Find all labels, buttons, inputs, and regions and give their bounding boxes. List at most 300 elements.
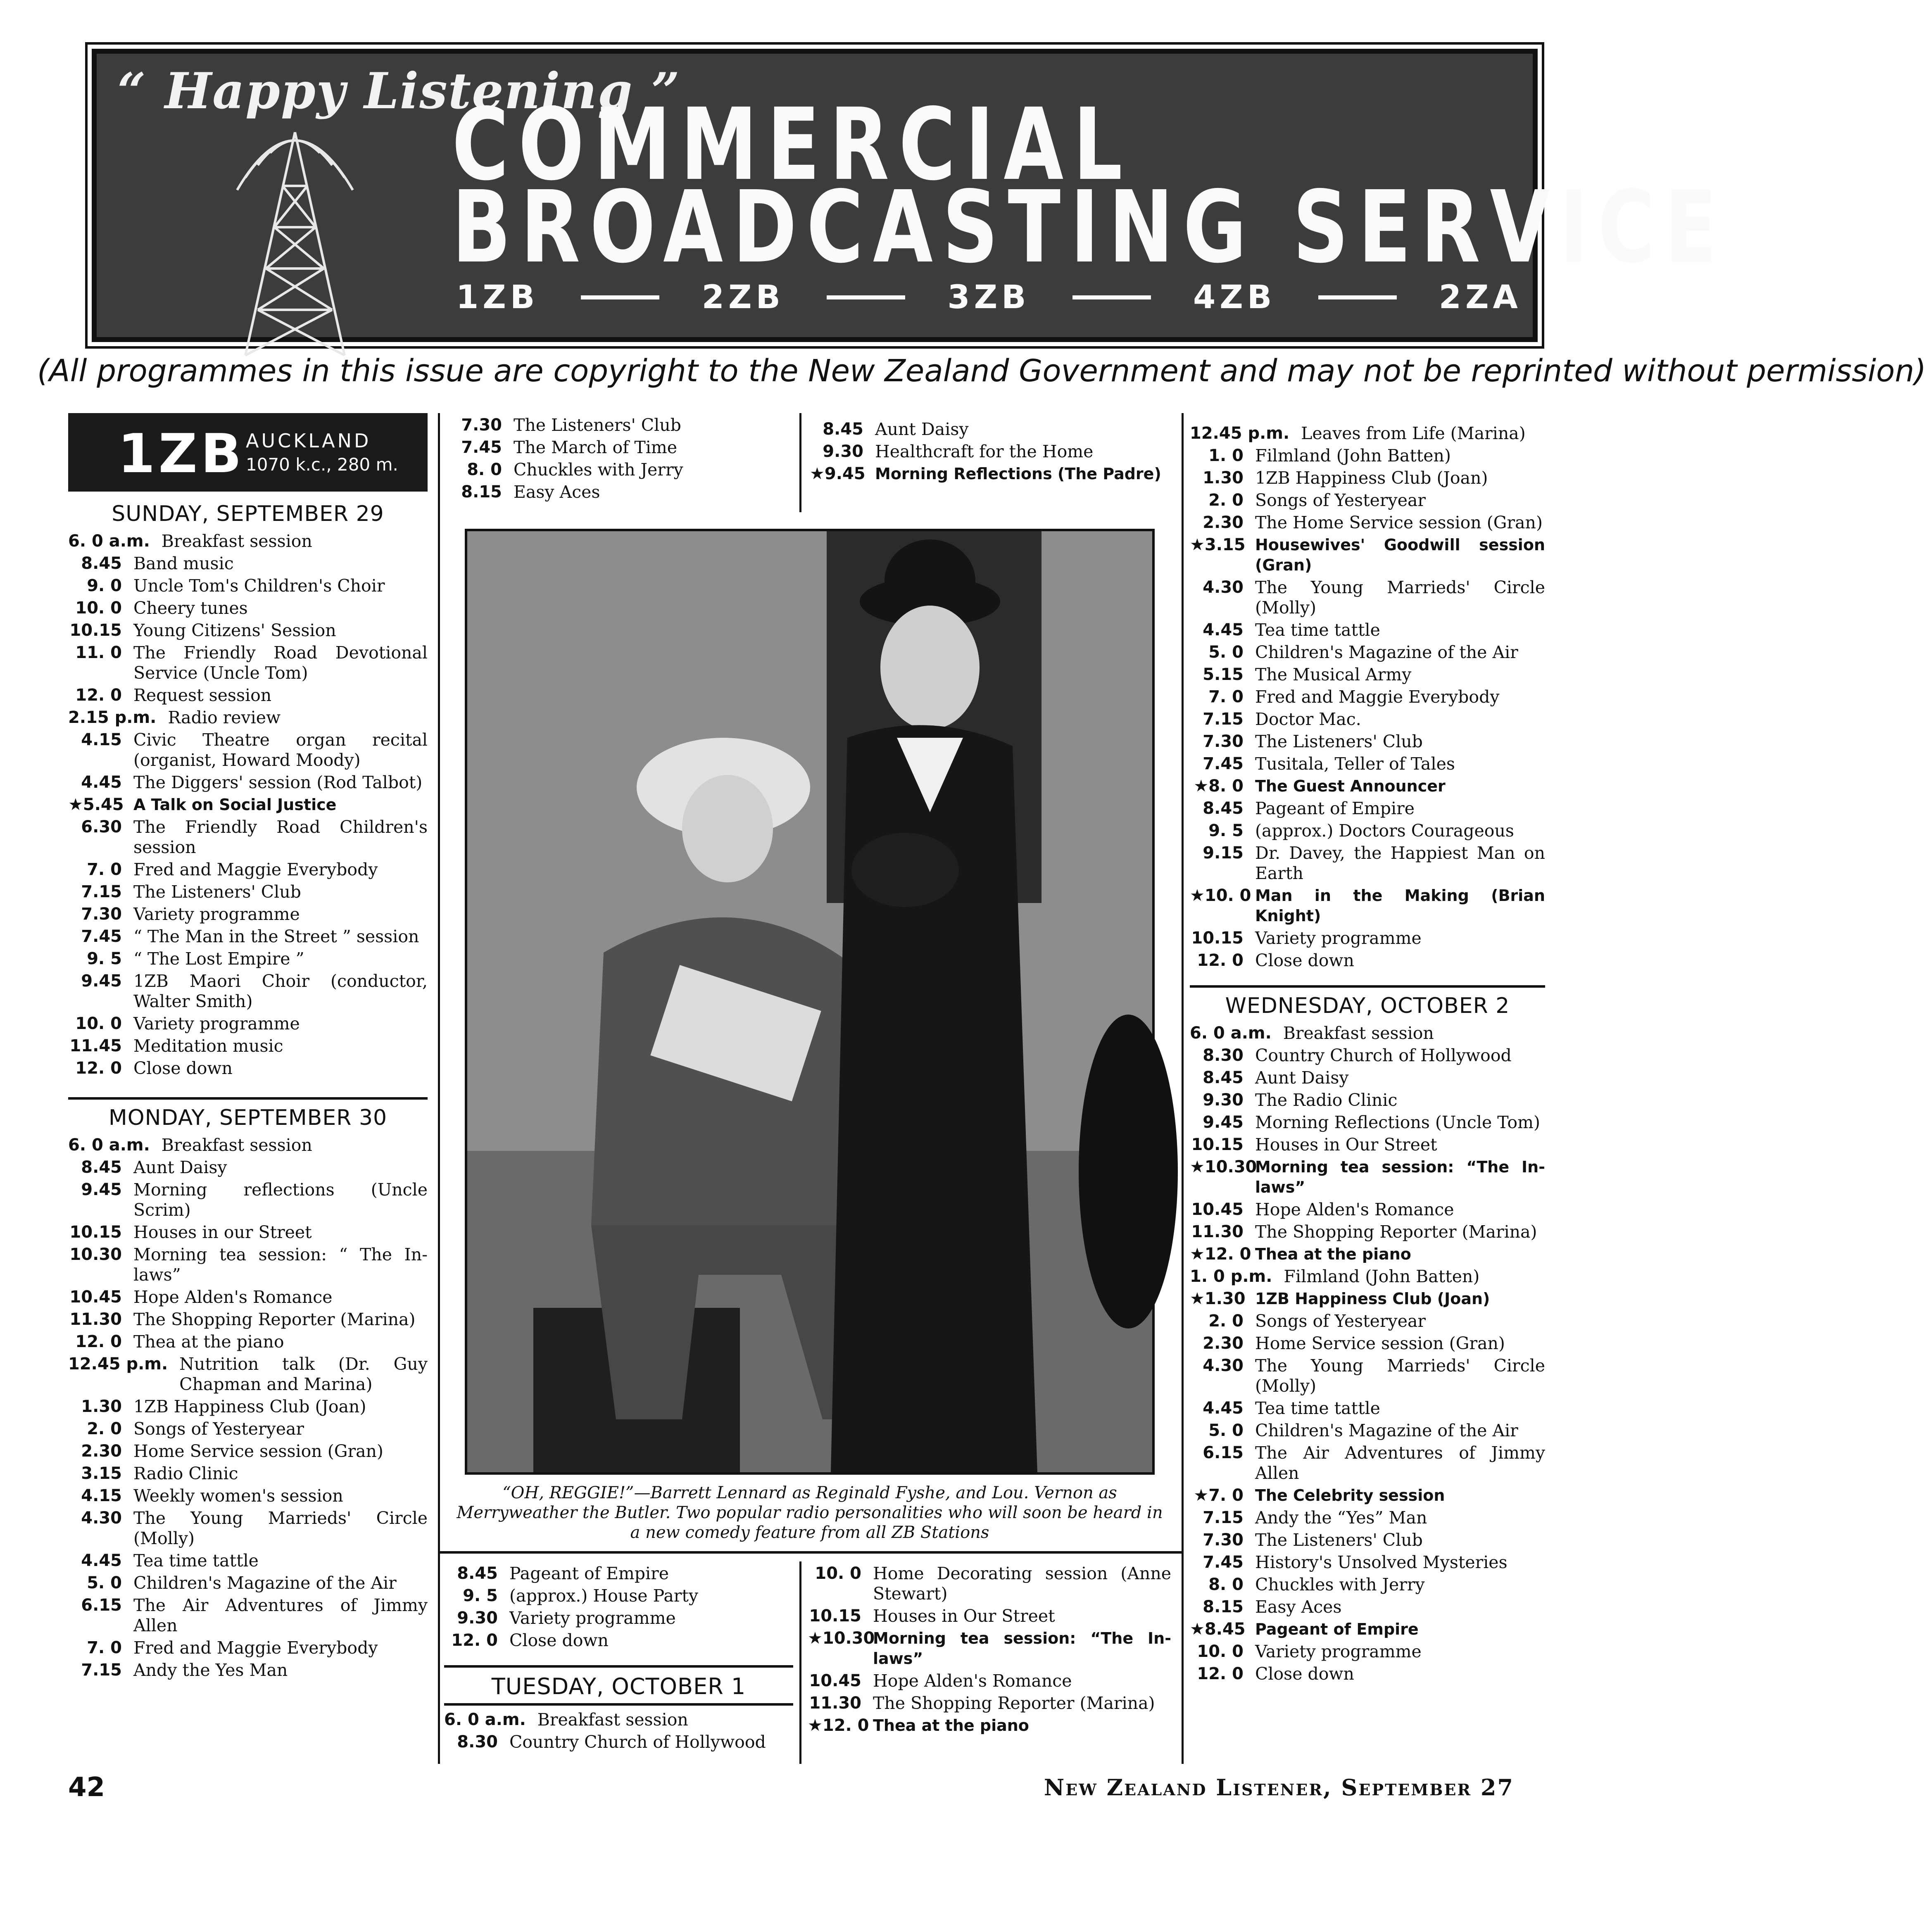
schedule-programme: Hope Alden's Romance <box>1255 1200 1454 1219</box>
schedule-time: 3.15 <box>81 1464 122 1483</box>
schedule-time: 7.15 <box>81 882 122 901</box>
schedule-time: 10.45 <box>1191 1200 1244 1219</box>
schedule-row <box>68 882 428 902</box>
schedule-time: 10. 0 <box>815 1564 861 1583</box>
schedule-time: 8.45 <box>823 420 863 439</box>
schedule-time: 7.15 <box>81 1661 122 1680</box>
schedule-programme: Fred and Maggie Everybody <box>1255 687 1500 707</box>
schedule-programme: Country Church of Hollywood <box>1255 1046 1512 1065</box>
schedule-programme: The March of Time <box>514 437 677 457</box>
schedule-row <box>68 598 428 618</box>
schedule-programme: Radio Clinic <box>133 1464 238 1483</box>
schedule-time: 4.15 <box>81 1486 122 1505</box>
schedule-row <box>1190 642 1545 663</box>
schedule-list <box>68 531 428 1079</box>
schedule-list <box>810 419 1169 484</box>
schedule-row <box>808 1671 1171 1691</box>
schedule-programme: Chuckles with Jerry <box>1255 1575 1425 1595</box>
schedule-time: 12. 0 <box>75 1059 122 1078</box>
schedule-row <box>1190 732 1545 752</box>
schedule-row <box>68 1135 428 1155</box>
schedule-row <box>444 1710 793 1730</box>
schedule-programme: Houses in Our Street <box>873 1606 1055 1626</box>
schedule-row <box>1190 446 1545 466</box>
schedule-programme: Thea at the piano <box>1255 1245 1411 1263</box>
schedule-programme: Aunt Daisy <box>875 419 969 439</box>
schedule-list <box>1190 423 1545 971</box>
radio-tower-icon <box>221 124 369 355</box>
schedule-time: 1.30 <box>1203 468 1244 487</box>
schedule-row <box>1190 1244 1545 1264</box>
page-number: 42 <box>68 1772 105 1803</box>
schedule-row <box>1190 1068 1545 1088</box>
schedule-time: ★1.30 <box>1190 1289 1246 1308</box>
schedule-programme: Easy Aces <box>514 482 600 502</box>
schedule-time: 7.15 <box>1203 1508 1244 1527</box>
schedule-row <box>1190 821 1545 841</box>
schedule-programme: Hope Alden's Romance <box>133 1287 333 1307</box>
schedule-row <box>1190 1333 1545 1354</box>
schedule-programme: Aunt Daisy <box>1255 1068 1349 1088</box>
schedule-time: 5.15 <box>1203 665 1244 684</box>
schedule-list <box>1190 1023 1545 1684</box>
schedule-row <box>808 1564 1171 1604</box>
schedule-row <box>1190 1112 1545 1133</box>
caption-text: —Barrett Lennard as Reginald Fyshe, and Lou. Vernon as Merryweather the Butler. Two popular radio personalities who will soon be heard in a new comedy feature from all ZB Stations <box>457 1483 1163 1542</box>
schedule-time: 10. 0 <box>75 599 122 618</box>
schedule-time: 4.15 <box>81 730 122 749</box>
schedule-time: 10.45 <box>809 1671 861 1690</box>
schedule-time: 10.15 <box>1191 929 1244 948</box>
schedule-row <box>1190 1664 1545 1684</box>
schedule-row <box>68 620 428 641</box>
schedule-row <box>68 1441 428 1461</box>
schedule-row <box>68 904 428 924</box>
schedule-time: 6.15 <box>81 1596 122 1615</box>
schedule-programme: Pageant of Empire <box>1255 1620 1419 1638</box>
column-rule <box>799 413 801 512</box>
schedule-time: ★8. 0 <box>1194 777 1244 796</box>
schedule-time: ★8.45 <box>1190 1620 1246 1639</box>
schedule-time: 7.30 <box>1203 1530 1244 1549</box>
station-4zb: 4ZB <box>1193 279 1276 316</box>
schedule-time: 11.30 <box>69 1310 122 1329</box>
schedule-time: 12.45 p.m. <box>68 1355 168 1374</box>
divider <box>581 295 659 299</box>
schedule-time: 4.30 <box>1203 578 1244 597</box>
schedule-programme: 1ZB Maori Choir (conductor, Walter Smith) <box>133 971 428 1011</box>
schedule-programme: Band music <box>133 554 234 573</box>
caption-headline: “OH, REGGIE!” <box>502 1483 634 1502</box>
schedule-programme: History's Unsolved Mysteries <box>1255 1552 1508 1572</box>
schedule-row <box>1190 709 1545 730</box>
schedule-programme: Songs of Yesteryear <box>133 1419 304 1439</box>
schedule-programme: Children's Magazine of the Air <box>133 1573 397 1593</box>
schedule-programme: Thea at the piano <box>873 1716 1029 1735</box>
photo-caption <box>450 1483 1169 1542</box>
schedule-time: 8.45 <box>1203 799 1244 818</box>
schedule-row <box>1190 1046 1545 1066</box>
schedule-time: 9. 5 <box>463 1586 498 1605</box>
schedule-time: 9.45 <box>81 972 122 991</box>
divider <box>1072 295 1151 299</box>
column-4 <box>1190 423 1545 1686</box>
schedule-row <box>1190 1135 1545 1155</box>
schedule-row <box>68 795 428 815</box>
schedule-programme: Leaves from Life (Marina) <box>1301 423 1526 443</box>
schedule-time: 12. 0 <box>1197 1664 1244 1683</box>
schedule-programme: Home Service session (Gran) <box>1255 1333 1505 1353</box>
schedule-time: 2. 0 <box>1208 1312 1244 1331</box>
schedule-time: 7.30 <box>1203 732 1244 751</box>
schedule-row <box>68 1309 428 1330</box>
schedule-row <box>1190 1222 1545 1242</box>
schedule-row <box>444 1564 793 1584</box>
schedule-programme: The Diggers' session (Rod Talbot) <box>133 772 423 792</box>
schedule-programme: 1ZB Happiness Club (Joan) <box>133 1397 366 1416</box>
schedule-time: 2.15 p.m. <box>68 708 157 727</box>
schedule-time: 12. 0 <box>1197 951 1244 970</box>
station-list <box>456 273 1522 322</box>
schedule-programme: The Young Marrieds' Circle (Molly) <box>1255 577 1545 618</box>
schedule-row <box>68 1036 428 1056</box>
schedule-time: 8. 0 <box>467 460 502 479</box>
schedule-time: 7.45 <box>1203 754 1244 773</box>
schedule-time: 8.45 <box>1203 1068 1244 1087</box>
schedule-programme: Country Church of Hollywood <box>509 1732 766 1752</box>
schedule-programme: The Guest Announcer <box>1255 777 1446 795</box>
schedule-time: 9.45 <box>81 1180 122 1199</box>
schedule-time: 8.15 <box>1203 1597 1244 1616</box>
schedule-programme: Children's Magazine of the Air <box>1255 642 1518 662</box>
schedule-programme: Man in the Making (Brian Knight) <box>1255 886 1545 925</box>
schedule-time: 11.45 <box>69 1036 122 1055</box>
day-heading: SUNDAY, SEPTEMBER 29 <box>112 501 384 526</box>
schedule-time: 11.30 <box>1191 1222 1244 1241</box>
schedule-row <box>1190 1356 1545 1396</box>
schedule-row <box>1190 1530 1545 1550</box>
schedule-time: 12. 0 <box>451 1631 498 1650</box>
schedule-programme: Uncle Tom's Children's Choir <box>133 576 385 596</box>
schedule-time: 9.45 <box>1203 1113 1244 1132</box>
schedule-row <box>68 1464 428 1484</box>
schedule-time: 4.30 <box>81 1509 122 1528</box>
schedule-programme: Request session <box>133 685 272 705</box>
schedule-time: 8. 0 <box>1208 1575 1244 1594</box>
schedule-time: 2.30 <box>1203 513 1244 532</box>
column-3-top <box>810 419 1169 486</box>
schedule-programme: The Radio Clinic <box>1255 1090 1398 1110</box>
column-rule <box>799 1561 801 1764</box>
schedule-programme: Tea time tattle <box>1255 1398 1380 1418</box>
station-2zb: 2ZB <box>701 279 785 316</box>
schedule-list <box>68 1135 428 1680</box>
station-stamp <box>68 413 428 492</box>
schedule-row <box>1190 1508 1545 1528</box>
divider <box>1318 295 1397 299</box>
schedule-row <box>1190 886 1545 926</box>
schedule-time: ★10. 0 <box>1190 886 1251 905</box>
schedule-row <box>68 576 428 596</box>
schedule-programme: The Young Marrieds' Circle (Molly) <box>1255 1356 1545 1396</box>
schedule-time: 1. 0 p.m. <box>1190 1267 1272 1286</box>
schedule-programme: Morning Reflections (Uncle Tom) <box>1255 1112 1540 1132</box>
schedule-programme: Variety programme <box>509 1608 676 1628</box>
schedule-programme: Songs of Yesteryear <box>1255 490 1426 510</box>
schedule-time: 7. 0 <box>1208 687 1244 706</box>
schedule-time: ★5.45 <box>68 795 124 814</box>
schedule-time: ★9.45 <box>810 464 866 483</box>
schedule-row <box>1190 798 1545 819</box>
column-1zb <box>68 413 428 1682</box>
schedule-time: 7.30 <box>81 905 122 924</box>
schedule-row <box>444 1608 793 1628</box>
footer-masthead: New Zealand Listener, September 27 <box>1044 1774 1514 1801</box>
schedule-row <box>448 415 791 435</box>
schedule-time: 8.45 <box>457 1564 498 1583</box>
schedule-time: 1.30 <box>81 1397 122 1416</box>
schedule-time: 10.15 <box>1191 1135 1244 1154</box>
schedule-row <box>810 419 1169 440</box>
schedule-programme: Hope Alden's Romance <box>873 1671 1072 1691</box>
schedule-time: 6.15 <box>1203 1443 1244 1462</box>
schedule-list <box>444 1710 793 1752</box>
schedule-row <box>68 1397 428 1417</box>
schedule-programme: Variety programme <box>133 904 300 924</box>
schedule-programme: Home Decorating session (Anne Stewart) <box>873 1564 1171 1604</box>
masthead-banner <box>92 49 1727 342</box>
schedule-time: 9.30 <box>1203 1091 1244 1110</box>
schedule-time: 10.15 <box>809 1606 861 1625</box>
schedule-time: 5. 0 <box>1208 643 1244 662</box>
schedule-row <box>68 1058 428 1079</box>
day-heading: WEDNESDAY, OCTOBER 2 <box>1190 985 1545 1023</box>
schedule-programme: Morning tea session: “ The In-laws” <box>133 1245 428 1285</box>
schedule-time: 4.45 <box>81 1551 122 1570</box>
schedule-time: 10. 0 <box>1197 1642 1244 1661</box>
schedule-time: 11. 0 <box>75 643 122 662</box>
schedule-time: 1. 0 <box>1208 446 1244 465</box>
schedule-programme: Filmland (John Batten) <box>1284 1267 1480 1286</box>
schedule-programme: Andy the “Yes” Man <box>1255 1508 1427 1528</box>
schedule-row <box>1190 468 1545 488</box>
schedule-programme: Close down <box>1255 951 1354 970</box>
schedule-row <box>808 1716 1171 1736</box>
schedule-row <box>68 1180 428 1220</box>
schedule-time: 6. 0 a.m. <box>444 1710 526 1729</box>
schedule-row <box>1190 1575 1545 1595</box>
schedule-time: ★12. 0 <box>1190 1245 1251 1264</box>
schedule-row <box>68 1332 428 1352</box>
schedule-programme: The Shopping Reporter (Marina) <box>1255 1222 1537 1242</box>
schedule-programme: The Shopping Reporter (Marina) <box>133 1309 416 1329</box>
schedule-row <box>68 643 428 683</box>
schedule-row <box>1190 928 1545 948</box>
schedule-time: ★7. 0 <box>1194 1486 1244 1505</box>
schedule-row <box>68 1222 428 1243</box>
schedule-row <box>1190 1597 1545 1617</box>
schedule-row <box>1190 1552 1545 1573</box>
schedule-row <box>1190 776 1545 796</box>
day-heading: MONDAY, SEPTEMBER 30 <box>68 1097 428 1135</box>
station-1zb: 1ZB <box>456 279 539 316</box>
schedule-programme: Andy the Yes Man <box>133 1660 288 1680</box>
schedule-programme: Pageant of Empire <box>1255 798 1415 818</box>
schedule-time: ★10.30 <box>1190 1157 1257 1176</box>
schedule-row <box>68 971 428 1012</box>
schedule-programme: Young Citizens' Session <box>133 620 336 640</box>
schedule-programme: 1ZB Happiness Club (Joan) <box>1255 1290 1490 1308</box>
schedule-row <box>68 927 428 947</box>
schedule-row <box>1190 1311 1545 1331</box>
schedule-time: 4.45 <box>1203 620 1244 639</box>
schedule-row <box>1190 490 1545 511</box>
schedule-programme: The Celebrity session <box>1255 1486 1445 1504</box>
schedule-row <box>810 442 1169 462</box>
schedule-time: 12.45 p.m. <box>1190 424 1290 443</box>
schedule-row <box>1190 620 1545 640</box>
banner-title-line2: BROADCASTING SERVICE <box>452 169 1727 285</box>
schedule-row <box>68 772 428 793</box>
schedule-row <box>68 1595 428 1636</box>
schedule-time: 7.45 <box>461 438 502 457</box>
schedule-row <box>1190 1421 1545 1441</box>
schedule-time: 8.45 <box>81 554 122 573</box>
schedule-row <box>448 437 791 458</box>
schedule-programme: Tea time tattle <box>1255 620 1380 640</box>
banner-tagline: “ Happy Listening ” <box>117 62 681 120</box>
schedule-programme: Variety programme <box>1255 1642 1422 1661</box>
schedule-time: 10.15 <box>69 1223 122 1242</box>
schedule-time: 12. 0 <box>75 686 122 705</box>
schedule-programme: The Air Adventures of Jimmy Allen <box>1255 1443 1545 1483</box>
schedule-row <box>68 708 428 728</box>
schedule-programme: Breakfast session <box>1283 1023 1434 1043</box>
column-3-bottom <box>808 1564 1171 1738</box>
schedule-programme: Weekly women's session <box>133 1486 343 1506</box>
schedule-programme: Radio review <box>168 708 281 727</box>
schedule-programme: Close down <box>133 1058 233 1078</box>
divider <box>827 295 905 299</box>
schedule-time: 9. 5 <box>1208 821 1244 840</box>
column-2-bottom <box>444 1564 793 1754</box>
schedule-programme: Fred and Maggie Everybody <box>133 860 378 879</box>
schedule-time: 4.30 <box>1203 1356 1244 1375</box>
station-city: AUCKLAND <box>246 430 371 452</box>
schedule-programme: Breakfast session <box>161 531 312 551</box>
schedule-programme: Close down <box>509 1630 609 1650</box>
schedule-row <box>68 1551 428 1571</box>
schedule-row <box>810 464 1169 484</box>
schedule-programme: Civic Theatre organ recital (organist, Howard Moody) <box>133 730 428 770</box>
schedule-row <box>68 730 428 770</box>
schedule-programme: Nutrition talk (Dr. Guy Chapman and Marina) <box>179 1354 428 1394</box>
schedule-programme: The Young Marrieds' Circle (Molly) <box>133 1508 428 1548</box>
schedule-time: 7. 0 <box>87 1638 122 1657</box>
schedule-row <box>68 949 428 969</box>
schedule-row <box>1190 1267 1545 1287</box>
schedule-time: 7.45 <box>1203 1553 1244 1572</box>
comedy-photo <box>465 529 1155 1475</box>
schedule-programme: The Musical Army <box>1255 665 1412 684</box>
station-2za: 2ZA <box>1439 279 1522 316</box>
schedule-row <box>68 817 428 858</box>
schedule-row <box>68 1638 428 1658</box>
schedule-row <box>68 1508 428 1549</box>
schedule-programme: The Friendly Road Children's session <box>133 817 428 857</box>
schedule-row <box>68 1486 428 1506</box>
schedule-time: 9.30 <box>457 1609 498 1628</box>
schedule-row <box>1190 1200 1545 1220</box>
schedule-row <box>1190 577 1545 618</box>
schedule-programme: Morning tea session: “The In-laws” <box>873 1629 1171 1668</box>
schedule-programme: Children's Magazine of the Air <box>1255 1421 1518 1440</box>
schedule-programme: The Listeners' Club <box>1255 1530 1423 1550</box>
schedule-time: 8.45 <box>81 1158 122 1177</box>
schedule-time: 11.30 <box>809 1694 861 1713</box>
schedule-row <box>1190 665 1545 685</box>
schedule-row <box>68 1660 428 1680</box>
schedule-row <box>1190 1157 1545 1198</box>
schedule-programme: The Friendly Road Devotional Service (Uncle Tom) <box>133 643 428 683</box>
schedule-programme: Home Service session (Gran) <box>133 1441 383 1461</box>
schedule-programme: A Talk on Social Justice <box>133 796 337 814</box>
schedule-time: 2. 0 <box>1208 491 1244 510</box>
schedule-programme: Tea time tattle <box>133 1551 259 1571</box>
banner-title-line1: COMMERCIAL <box>452 87 1132 202</box>
schedule-time: 9.15 <box>1203 844 1244 863</box>
station-code: 1ZB <box>118 422 245 485</box>
column-rule <box>438 413 440 1764</box>
schedule-time: 4.45 <box>1203 1399 1244 1418</box>
schedule-programme: “ The Lost Empire ” <box>133 949 304 969</box>
schedule-time: 8.30 <box>457 1732 498 1751</box>
schedule-row <box>68 1573 428 1593</box>
schedule-row <box>1190 754 1545 774</box>
schedule-programme: Fred and Maggie Everybody <box>133 1638 378 1658</box>
schedule-row <box>68 1287 428 1307</box>
schedule-row <box>1190 843 1545 884</box>
schedule-programme: Pageant of Empire <box>509 1564 669 1583</box>
copyright-notice: (All programmes in this issue are copyright to the New Zealand Government and may not be reprinted without permission) <box>37 353 1926 389</box>
schedule-row <box>1190 513 1545 533</box>
schedule-time: ★3.15 <box>1190 535 1246 554</box>
schedule-time: 7. 0 <box>87 860 122 879</box>
schedule-row <box>68 860 428 880</box>
schedule-row <box>808 1606 1171 1626</box>
schedule-time: ★10.30 <box>808 1629 875 1648</box>
schedule-row <box>1190 951 1545 971</box>
schedule-programme: Songs of Yesteryear <box>1255 1311 1426 1331</box>
schedule-programme: Variety programme <box>1255 928 1422 948</box>
schedule-programme: Morning Reflections (The Padre) <box>875 465 1161 483</box>
schedule-programme: Close down <box>1255 1664 1354 1684</box>
schedule-row <box>1190 1289 1545 1309</box>
schedule-programme: Morning tea session: “The In-laws” <box>1255 1158 1545 1196</box>
schedule-time: 6.30 <box>81 817 122 836</box>
schedule-programme: Healthcraft for the Home <box>875 442 1094 461</box>
schedule-programme: The Home Service session (Gran) <box>1255 513 1543 532</box>
schedule-time: 6. 0 a.m. <box>68 532 150 551</box>
schedule-programme: (approx.) Doctors Courageous <box>1255 821 1514 841</box>
schedule-programme: Dr. Davey, the Happiest Man on Earth <box>1255 843 1545 883</box>
schedule-time: 6. 0 a.m. <box>1190 1024 1272 1043</box>
schedule-time: ★12. 0 <box>808 1716 869 1735</box>
day-heading: TUESDAY, OCTOBER 1 <box>444 1665 793 1703</box>
schedule-row <box>68 1419 428 1439</box>
schedule-row <box>68 1014 428 1034</box>
schedule-row <box>68 554 428 574</box>
